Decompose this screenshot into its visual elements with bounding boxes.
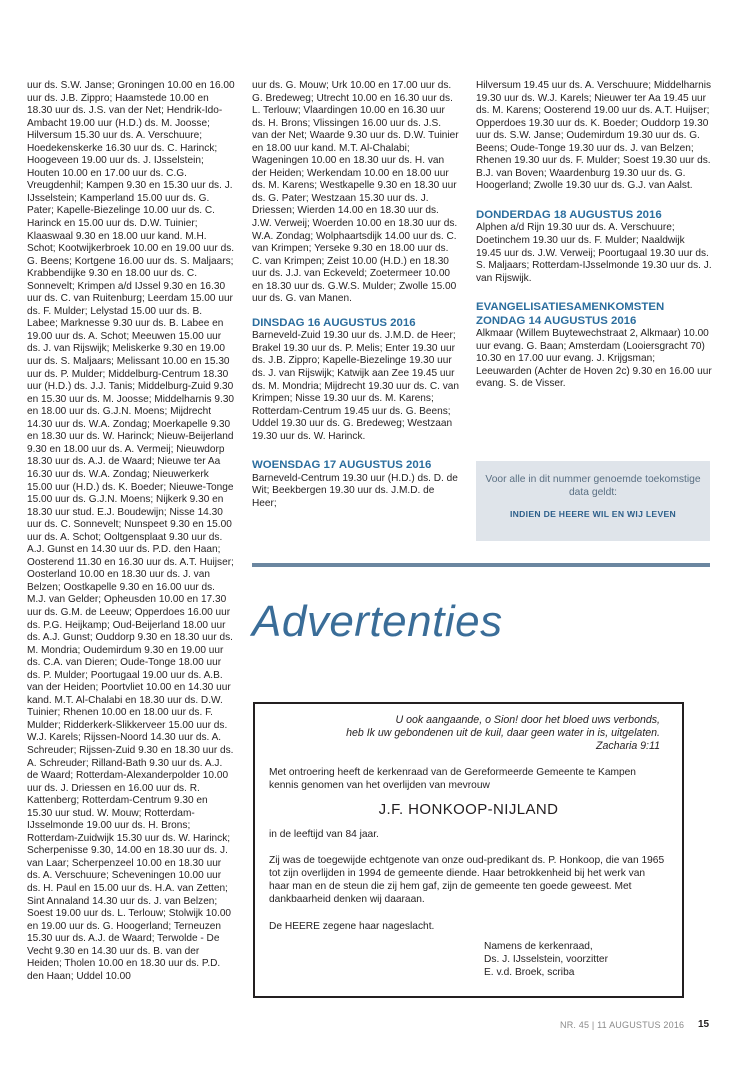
- announcement-text: Met ontroering heeft de kerkenraad van de Gereformeerde Gemeente te Kampen kennis genomen van het overlijden van mevrouw: [269, 767, 636, 791]
- bible-quote: [269, 714, 668, 753]
- service-listing: uur ds. G. Mouw; Urk 10.00 en 17.00 uur ds. G. Bredeweg; Utrecht 10.00 en 16.30 uur ds. L. Terlouw; Vlaardingen 10.00 en 16.30 uur ds. H. Brons; Vlissingen 16.00 uur ds. J.S. van der Net; Waarde 9.30 uur ds. D.W. Tuinier en 18.00 uur kand. M.T. Al-Chalabi; Wageningen 10.00 en 18.30 uur ds. H. van der Heiden; Werkendam 10.00 en 18.00 uur ds. M. Karens; Westkapelle 9.30 en 18.30 uur ds. G. Pater; Westzaan 15.30 uur ds. J. Driessen; Wierden 14.00 en 18.30 uur ds. J.W. Verweij; Woerden 10.00 en 18.30 uur ds. W.A. Zondag; Wolphaartsdijk 14.00 uur ds. C. van Krimpen; Yerseke 9.30 en 18.00 uur ds. C. van Krimpen; Zeist 10.00 (H.D.) en 18.30 uur ds. J.J. van Eckeveld; Zoetermeer 10.00 en 18.30 uur ds. G.W.S. Mulder; Zwolle 15.00 uur ds. G. van Manen.: [252, 80, 459, 305]
- thursday-heading: DONDERDAG 18 AUGUSTUS 2016: [476, 208, 662, 221]
- quote-line: heb Ik uw gebondenen uit de kuil, daar geen water in is, uitgelaten.: [346, 727, 660, 739]
- signature-line: Namens de kerkenraad,: [484, 941, 593, 952]
- blessing-text: De HEERE zegene haar nageslacht.: [269, 921, 435, 932]
- thursday-listing: Alphen a/d Rijn 19.30 uur ds. A. Verschuure; Doetinchem 19.30 uur ds. F. Mulder; Naaldwijk 19.45 uur ds. J.W. Verweij; Poortugaal 19.30 uur ds. S. Maljaars; Rotterdam-IJsselmonde 19.30 uur ds. J. van Rijswijk.: [476, 222, 712, 284]
- service-listing: Hilversum 19.45 uur ds. A. Verschuure; Middelharnis 19.30 uur ds. W.J. Karels; Nieuwer ter Aa 19.45 uur ds. M. Karens; Oosterend 19.00 uur ds. A.T. Huijser; Opperdoes 19.30 uur ds. K. Boeder; Ouddorp 19.30 uur ds. S.W. Janse; Oudemirdum 19.30 uur ds. G. Beens; Oude-Tonge 19.30 uur ds. J. van Belzen; Rhenen 19.30 uur ds. F. Mulder; Soest 19.30 uur ds. B.J. van Boven; Waardenburg 19.30 uur ds. G. Hoogerland; Zwolle 19.30 uur ds. G.J. van Aalst.: [476, 80, 712, 192]
- notice-text: Voor alle in dit nummer genoemde toekomstige data geldt:: [485, 474, 701, 498]
- column-services-middle: [252, 80, 460, 510]
- signature-line: E. v.d. Broek, scriba: [484, 967, 575, 978]
- column-sunday-services-continued: [27, 80, 235, 983]
- service-listing: uur ds. S.W. Janse; Groningen 10.00 en 16.00 uur ds. J.B. Zippro; Haamstede 10.00 en 18.30 uur ds. J.S. van der Net; Hendrik-Ido-Ambacht 19.00 uur (H.D.) ds. M. Joosse; Hilversum 15.30 uur ds. A. Verschuure; Hoedekenskerke 16.30 uur ds. C. Harinck; Hoogeveen 19.00 uur ds. J. IJsselstein; Houten 10.00 en 17.00 uur ds. C.G. Vreugdenhil; Kampen 9.30 en 15.30 uur ds. J. IJsselstein; Kamperland 15.00 uur ds. G. Pater; Kapelle-Biezelinge 10.00 uur ds. C. Harinck en 15.00 uur ds. D.W. Tuinier; Klaaswaal 9.30 en 18.00 uur kand. M.H. Schot; Kootwijkerbroek 10.00 en 19.00 uur ds. G. Beens; Kortgene 16.00 uur ds. S. Maljaars; Krabbendijke 9.30 en 18.00 uur ds. C. Sonnevelt; Krimpen a/d IJssel 9.30 en 16.30 uur ds. C. van Ruitenburg; Leerdam 15.00 uur ds. F. Mulder; Lelystad 15.00 uur ds. B. Labee; Marknesse 9.30 uur ds. B. Labee en 19.00 uur ds. A. Schot; Meeuwen 15.00 uur ds. J. van Rijswijk; Meliskerke 9.30 en 19.00 uur ds. S. Maljaars; Melissant 10.00 en 15.30 uur ds. P. Mulder; Middelburg-Centrum 18.30 uur (H.D.) ds. J.J. Tanis; Middelburg-Zuid 9.30 en 15.30 uur ds. M. Joosse; Middelharnis 9.30 en 18.00 uur ds. G.J.N. Moens; Mijdrecht 14.30 uur ds. W.A. Zondag; Moerkapelle 9.30 en 18.30 uur ds. W. Harinck; Nieuw-Beijerland 9.30 en 18.00 uur ds. A. Vermeij; Nieuwdorp 18.30 uur ds. A.J. de Waard; Nieuwe ter Aa 16.30 uur ds. W.A. Zondag; Nieuwerkerk 15.00 uur (H.D.) ds. K. Boeder; Nieuwe-Tonge 15.00 uur ds. G.J.N. Moens; Nijkerk 9.30 en 18.30 uur stud. E.J. Boudewijn; Nisse 14.30 uur ds. C. Sonnevelt; Nunspeet 9.30 en 15.00 uur ds. A. Schot; Ooltgensplaat 9.30 uur ds. A.J. Gunst en 14.30 uur ds. P.D. den Haan; Oosterend 11.30 en 16.30 uur ds. A.T. Huijser; Oosterland 10.00 en 18.30 uur ds. J. van Belzen; Oostkapelle 9.30 en 16.00 uur ds. M.J. van Gelder; Opheusden 10.00 en 17.30 uur ds. G.M. de Leeuw; Opperdoes 16.00 uur ds. P.G. Heijkamp; Oud-Beijerland 18.00 uur ds. A.J. Gunst; Ouddorp 9.30 en 18.30 uur ds. M. Mondria; Oudemirdum 9.30 en 19.00 uur ds. C.A. van Dieren; Oude-Tonge 18.00 uur ds. P. Mulder; Poortugaal 19.00 uur ds. A.B. van der Heiden; Poortvliet 10.00 en 14.30 uur kand. M.T. Al-Chalabi en 18.30 uur ds. D.W. Tuinier; Rhenen 10.00 en 18.00 uur ds. F. Mulder; Ridderkerk-Slikkerveer 15.00 uur ds. W.J. Karels; Rijssen-Noord 14.30 uur ds. A. Schreuder; Rijssen-Zuid 9.30 en 18.30 uur ds. A. Schreuder; Rilland-Bath 9.30 uur ds. A.J. de Waard; Rotterdam-Alexanderpolder 10.00 uur ds. J. Driessen en 16.00 uur ds. R. Kattenberg; Rotterdam-Centrum 9.30 en 15.30 uur stud. W. Mouw; Rotterdam-IJsselmonde 19.00 uur ds. H. Brons; Rotterdam-Zuidwijk 15.30 uur ds. W. Harinck; Scherpenisse 9.30, 14.00 en 18.30 uur ds. J. van Laar; Scherpenzeel 10.00 en 18.30 uur ds. A. Verschuure; Scheveningen 10.00 uur ds. H. Paul en 15.00 uur ds. H.A. van Zetten; Sint Annaland 14.30 uur ds. J. van Belzen; Soest 19.00 uur ds. L. Terlouw; Stolwijk 10.00 en 19.00 uur ds. G. Hoogerland; Terneuzen 15.30 uur ds. A.J. de Waard; Terwolde - De Vecht 9.30 en 14.30 uur ds. B. van der Heiden; Tholen 10.00 en 18.30 uur ds. P.D. den Haan; Uddel 10.00: [27, 80, 235, 982]
- tuesday-listing: Barneveld-Zuid 19.30 uur ds. J.M.D. de Heer; Brakel 19.30 uur ds. P. Melis; Enter 19.30 uur ds. J.B. Zippro; Kapelle-Biezelinge 19.30 uur ds. J. van Rijswijk; Katwijk aan Zee 19.45 uur ds. M. Mondria; Mijdrecht 19.30 uur ds. C. van Krimpen; Nisse 19.30 uur ds. M. Karens; Rotterdam-Centrum 19.45 uur ds. G. Beens; Uddel 19.30 uur ds. G. Bredeweg; Westzaan 19.30 uur ds. W. Harinck.: [252, 330, 460, 442]
- quote-reference: Zacharia 9:11: [596, 740, 660, 752]
- quote-line: U ook aangaande, o Sion! door het bloed uws verbonds,: [395, 714, 660, 726]
- ad-content: [269, 714, 668, 979]
- section-divider: [252, 563, 710, 567]
- signature-block: [484, 940, 668, 979]
- page-number: 15: [698, 1019, 710, 1030]
- evangelisation-listing: Alkmaar (Willem Buytewechstraat 2, Alkmaar) 10.00 uur evang. G. Baan; Amsterdam (Looiersgracht 70) 10.30 en 17.00 uur evang. J. Krijgsman; Leeuwarden (Achter de Hoven 2c) 9.30 en 16.00 uur evang. S. de Visser.: [476, 328, 712, 390]
- advertenties-title: Advertenties: [252, 597, 503, 646]
- column-services-right: [476, 80, 712, 391]
- age-text: in de leeftijd van 84 jaar.: [269, 829, 379, 840]
- tuesday-heading: DINSDAG 16 AUGUSTUS 2016: [252, 316, 416, 329]
- signature-line: Ds. J. IJsselstein, voorzitter: [484, 954, 608, 965]
- dates-notice-box: [476, 461, 710, 541]
- evangelisation-heading: EVANGELISATIESAMENKOMSTEN: [476, 301, 665, 314]
- death-announcement-ad: [253, 702, 684, 998]
- wednesday-listing: Barneveld-Centrum 19.30 uur (H.D.) ds. D. de Wit; Beekbergen 19.30 uur ds. J.M.D. de Heer;: [252, 472, 458, 509]
- notice-label: INDIEN DE HEERE WIL EN WIJ LEVEN: [509, 509, 677, 519]
- evangelisation-date-heading: ZONDAG 14 AUGUSTUS 2016: [476, 314, 637, 327]
- deceased-name: J.F. HONKOOP-NIJLAND: [378, 801, 559, 818]
- issue-footer: NR. 45 | 11 AUGUSTUS 2016: [560, 1020, 685, 1030]
- wednesday-heading: WOENSDAG 17 AUGUSTUS 2016: [252, 459, 432, 472]
- tribute-text: Zij was de toegewijde echtgenote van onze oud-predikant ds. P. Honkoop, die van 1965 tot zijn overlijden in 1994 de gemeente diende. Haar betrokkenheid bij het werk van haar man en de steun die zij hem gaf, zijn de gemeente ten goede geweest. Met dankbaarheid denken wij daaraan.: [269, 855, 665, 905]
